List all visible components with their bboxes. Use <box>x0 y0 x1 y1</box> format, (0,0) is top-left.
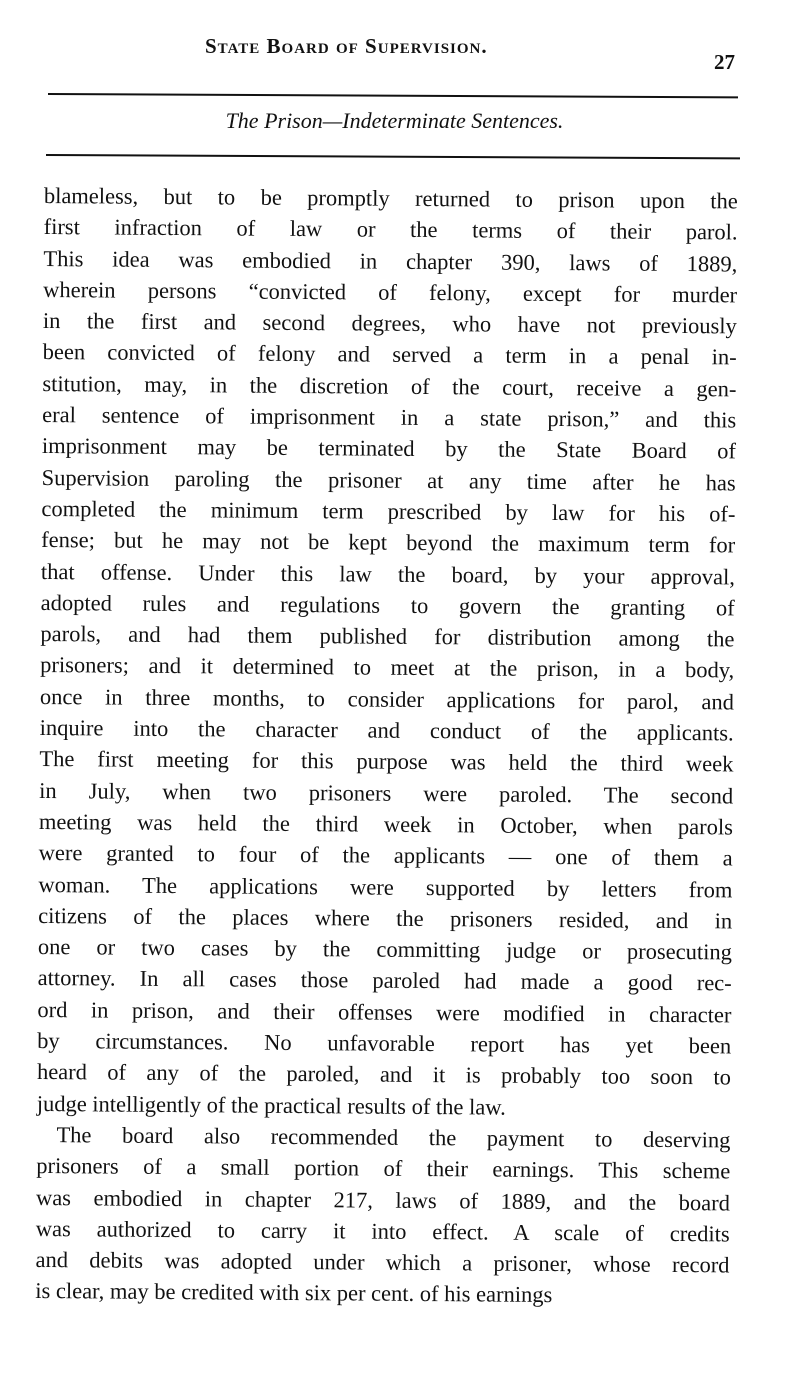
text-line: completed the minimum term prescribed by law for his of- <box>41 495 736 527</box>
text-line: in July, when two prisoners were paroled. The second <box>39 777 734 809</box>
text-line: imprisonment may be terminated by the State Board of <box>41 433 736 464</box>
text-line: The first meeting for this purpose was held the third week <box>39 746 734 777</box>
text-line: judge intelligently of the practical results of the law. <box>36 1090 506 1120</box>
running-title: State Board of Supervision. <box>205 34 488 58</box>
text-line: were granted to four of the applicants — one of them a <box>38 840 733 871</box>
running-head <box>0 28 789 74</box>
text-line: The board also recommended the payment to deserving <box>56 1122 731 1153</box>
text-line: woman. The applications were supported by letters from <box>38 871 733 902</box>
text-line: and debits was adopted under which a prisoner, whose record <box>35 1247 730 1278</box>
text-line: wherein persons “convicted of felony, except for murder <box>43 276 738 308</box>
text-line: prisoners of a small portion of their earnings. This scheme <box>36 1153 731 1184</box>
text-line: fense; but he may not be kept beyond the maximum term for <box>41 527 736 558</box>
text-line: blameless, but to be promptly returned to prison upon the <box>43 182 738 214</box>
text-line: that offense. Under this law the board, by your approval, <box>40 558 736 590</box>
text-line: is clear, may be credited with six per cent. of his earnings <box>35 1278 553 1308</box>
text-line: in the first and second degrees, who have not previously <box>42 308 737 339</box>
header-rule-top <box>48 93 738 98</box>
header-rule-bottom <box>46 154 740 159</box>
text-line: parols, and had them published for distribution among the <box>40 621 735 652</box>
text-line: adopted rules and regulations to govern the granting of <box>40 589 735 621</box>
section-title: The Prison—Indeterminate Sentences. <box>225 108 564 133</box>
text-line: meeting was held the third week in October, when parols <box>38 808 734 840</box>
text-line: attorney. In all cases those paroled had made a good rec- <box>37 965 732 996</box>
paragraph <box>35 1119 730 1312</box>
text-line: first infraction of law or the terms of their parol. <box>43 214 738 245</box>
text-line: eral sentence of imprisonment in a state prison,” and this <box>42 402 737 433</box>
text-line: inquire into the character and conduct of the applicants. <box>39 715 734 746</box>
text-line: been convicted of felony and served a term in a penal in- <box>42 339 737 370</box>
text-line: heard of any of the paroled, and it is probably too soon to <box>36 1059 732 1090</box>
text-line: was embodied in chapter 217, laws of 1889, and the board <box>35 1184 731 1215</box>
text-line: prisoners; and it determined to meet at the prison, in a body, <box>40 652 735 683</box>
text-line: ord in prison, and their offenses were modified in character <box>37 996 732 1028</box>
page-number: 27 <box>714 50 735 74</box>
text-line: citizens of the places where the prisoners resided, and in <box>38 902 733 934</box>
text-line: stitution, may, in the discretion of the court, receive a gen- <box>42 370 737 402</box>
text-line: was authorized to carry it into effect. A scale of credits <box>35 1215 730 1247</box>
paragraph <box>37 180 738 1124</box>
text-line: Supervision paroling the prisoner at any time after he has <box>41 464 736 496</box>
text-line: This idea was embodied in chapter 390, laws of 1889, <box>43 245 738 277</box>
text-line: one or two cases by the committing judge or prosecuting <box>37 934 733 965</box>
text-line: once in three months, to consider applications for parol, and <box>39 683 735 715</box>
text-line: by circumstances. No unfavorable report has yet been <box>37 1027 732 1059</box>
body-text <box>35 180 738 1312</box>
